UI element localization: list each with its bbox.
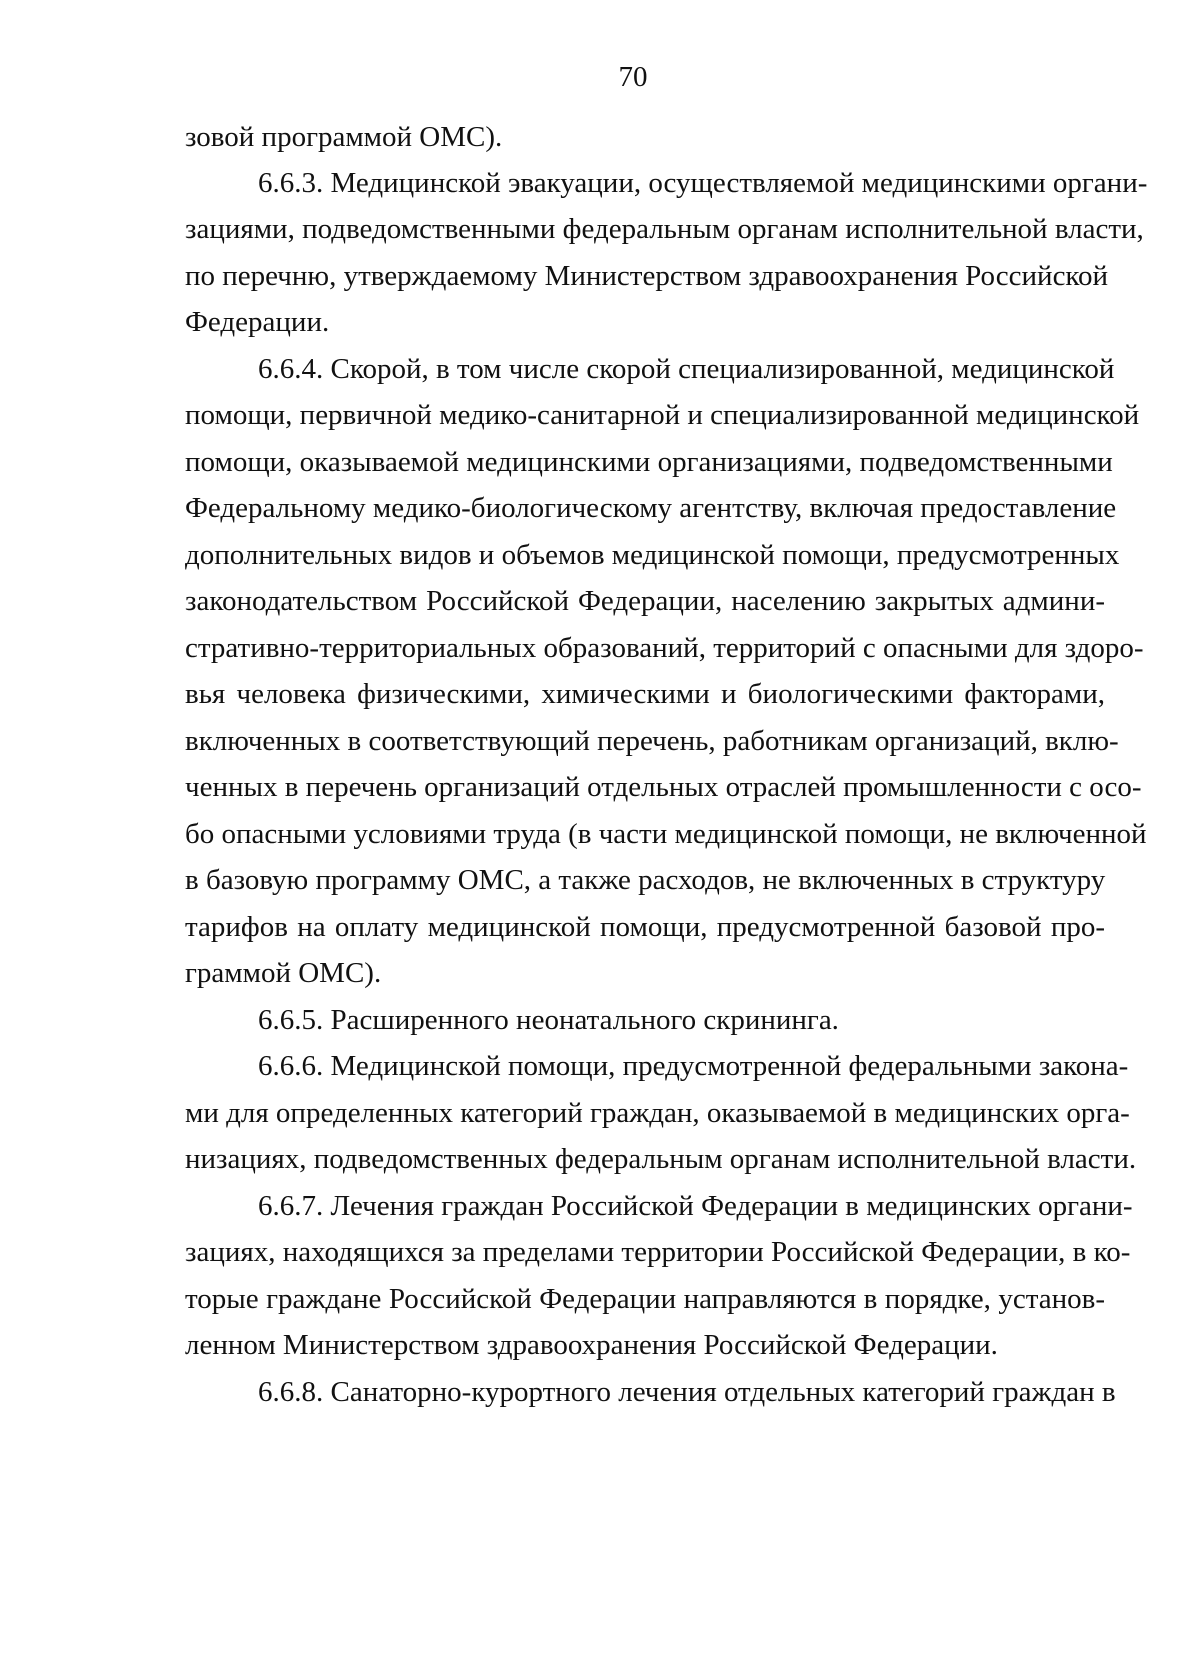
text-line: ленном Министерством здравоохранения Российской Федерации. (185, 1329, 998, 1361)
text-line: законодательством Российской Федерации, населению закрытых админи- (185, 585, 1105, 617)
paragraph-6-6-5-line: 6.6.5. Расширенного неонатального скрининга. (258, 1004, 839, 1036)
page-number: 70 (618, 61, 648, 93)
text-line: торые граждане Российской Федерации направляются в порядке, установ- (185, 1283, 1105, 1315)
paragraph-6-6-7-line: 6.6.7. Лечения граждан Российской Федерации в медицинских органи- (258, 1190, 1133, 1222)
paragraph-6-6-8-line: 6.6.8. Санаторно-курортного лечения отдельных категорий граждан в (258, 1376, 1116, 1408)
text-line: Федеральному медико-биологическому агентству, включая предоставление (185, 492, 1117, 524)
text-line: Федерации. (185, 306, 330, 338)
text-line: низациях, подведомственных федеральным органам исполнительной власти. (185, 1143, 1137, 1175)
text-line: помощи, оказываемой медицинскими организациями, подведомственными (185, 446, 1113, 478)
text-line: по перечню, утверждаемому Министерством здравоохранения Российской (185, 260, 1109, 292)
text-line: зациями, подведомственными федеральным органам исполнительной власти, (185, 213, 1144, 245)
text-line: стративно-территориальных образований, территорий с опасными для здоро- (185, 632, 1144, 664)
text-line: помощи, первичной медико-санитарной и специализированной медицинской (185, 399, 1140, 431)
paragraph-6-6-4-line: 6.6.4. Скорой, в том числе скорой специализированной, медицинской (258, 353, 1115, 385)
paragraph-6-6-6-line: 6.6.6. Медицинской помощи, предусмотренной федеральными закона- (258, 1050, 1129, 1082)
text-line: зовой программой ОМС). (185, 121, 503, 153)
text-line: дополнительных видов и объемов медицинской помощи, предусмотренных (185, 539, 1120, 571)
text-line: включенных в соответствующий перечень, работникам организаций, вклю- (185, 725, 1119, 757)
text-line: вья человека физическими, химическими и биологическими факторами, (185, 678, 1105, 710)
text-line: бо опасными условиями труда (в части медицинской помощи, не включенной (185, 818, 1147, 850)
paragraph-6-6-3-line: 6.6.3. Медицинской эвакуации, осуществляемой медицинскими органи- (258, 167, 1148, 199)
text-line: граммой ОМС). (185, 957, 382, 989)
text-line: ми для определенных категорий граждан, оказываемой в медицинских орга- (185, 1097, 1130, 1129)
text-line: зациях, находящихся за пределами территории Российской Федерации, в ко- (185, 1236, 1131, 1268)
text-line: тарифов на оплату медицинской помощи, предусмотренной базовой про- (185, 911, 1105, 943)
text-line: ченных в перечень организаций отдельных отраслей промышленности с осо- (185, 771, 1142, 803)
text-line: в базовую программу ОМС, а также расходов, не включенных в структуру (185, 864, 1106, 896)
